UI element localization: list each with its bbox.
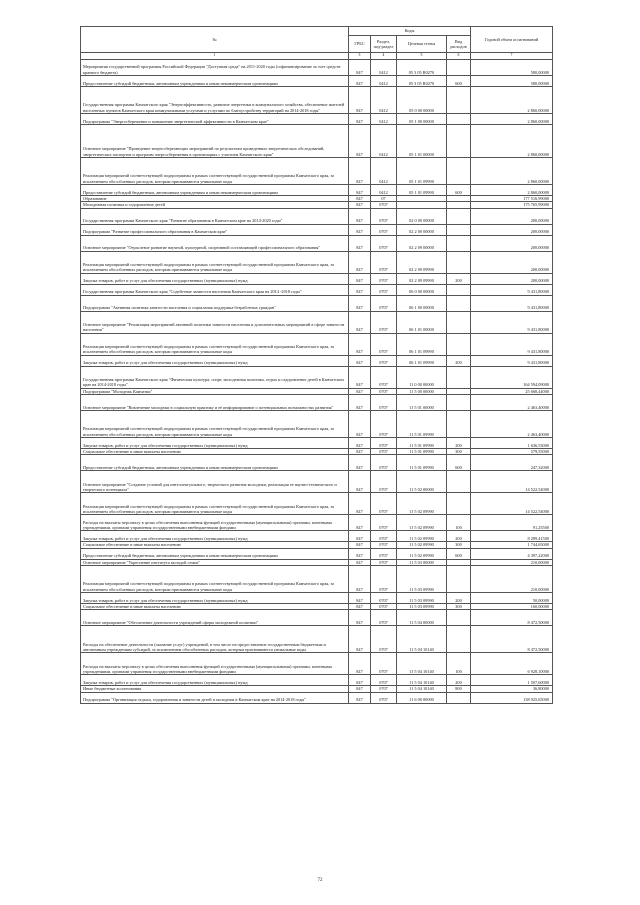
row-section: 0707 xyxy=(371,311,397,333)
row-section: 0707 xyxy=(371,515,397,531)
row-amount: 25 668,44000 xyxy=(471,388,553,394)
row-name: Закупка товаров, работ и услуг для обеспечения государственных (муниципальных) нужд xyxy=(81,531,349,542)
row-amount: 1 744,65000 xyxy=(471,542,553,548)
row-amount: 2 860,00000 xyxy=(471,114,553,125)
row-target: 11 5 02 09990 xyxy=(397,531,447,542)
row-name: Государственная программа Камчатского края "Физическая культура, спорт, молодежная политика, отдых и оздоровление детей в Камчатском крае на 2014-2018 годы" xyxy=(81,366,349,388)
row-section: 0412 xyxy=(371,125,397,158)
row-name: Предоставление субсидий бюджетным, автономным учреждениям и иным некоммерческим организациям xyxy=(81,76,349,87)
row-amount: 210,00000 xyxy=(471,559,553,565)
row-grbs: 847 xyxy=(349,284,371,295)
row-name: Государственная программа Камчатского края "Содействие занятости населения Камчатского края на 2014 -2018 годы" xyxy=(81,284,349,295)
col-number: 4 xyxy=(371,53,397,60)
col-header-exp-type: Вид расходов xyxy=(447,36,471,53)
row-grbs: 847 xyxy=(349,449,371,455)
col-number: 1 xyxy=(81,53,349,60)
row-grbs: 847 xyxy=(349,686,371,692)
row-exp-type: 800 xyxy=(447,686,471,692)
row-target: 11 5 04 10140 xyxy=(397,675,447,686)
row-amount: 200,00000 xyxy=(471,208,553,224)
row-target: 02 0 00 00000 xyxy=(397,208,447,224)
row-grbs: 847 xyxy=(349,366,371,388)
row-amount: 247,32000 xyxy=(471,455,553,471)
table-row xyxy=(81,114,553,125)
row-section: 0707 xyxy=(371,471,397,493)
row-amount: 91,25500 xyxy=(471,515,553,531)
row-name: Подпрограмма "Организация отдыха, оздоровления и занятости детей и молодежи в Камчатском крае на 2014-2018 годы" xyxy=(81,692,349,703)
row-exp-type: 300 xyxy=(447,449,471,455)
row-target: 11 0 00 00000 xyxy=(397,366,447,388)
row-exp-type: 600 xyxy=(447,76,471,87)
col-header-annual: Годовой объем ассигнований xyxy=(471,27,553,53)
row-exp-type: 600 xyxy=(447,548,471,559)
col-header-section: Раздел, под-раздел xyxy=(371,36,397,53)
row-grbs: 847 xyxy=(349,76,371,87)
row-amount: 8 472,50000 xyxy=(471,626,553,653)
row-name: Закупка товаров, работ и услуг для обеспечения государственных (муниципальных) нужд xyxy=(81,675,349,686)
row-section: 0707 xyxy=(371,653,397,675)
row-section: 0707 xyxy=(371,333,397,355)
table-row xyxy=(81,224,553,235)
row-name: Образование xyxy=(81,196,349,202)
row-exp-type xyxy=(447,125,471,158)
table-row xyxy=(81,593,553,604)
row-amount: 14 522,54000 xyxy=(471,493,553,515)
row-target: 05 1 00 00000 xyxy=(397,114,447,125)
row-grbs: 847 xyxy=(349,493,371,515)
row-exp-type: 200 xyxy=(447,675,471,686)
row-grbs: 847 xyxy=(349,566,371,593)
row-amount: 1 636,53000 xyxy=(471,438,553,449)
row-section: 0707 xyxy=(371,493,397,515)
row-target: 11 5 04 10140 xyxy=(397,626,447,653)
row-grbs: 847 xyxy=(349,438,371,449)
row-section: 0707 xyxy=(371,273,397,284)
row-name: Реализация мероприятий соответствующей подпрограммы в рамках соответствующей государственной программы Камчатского края, за исключением обособленных расходов, которым присваиваются уникальные коды xyxy=(81,158,349,185)
row-amount: 2 860,00000 xyxy=(471,158,553,185)
row-target: 11 5 03 09990 xyxy=(397,604,447,610)
col-header-target: Целевая статья xyxy=(397,36,447,53)
row-name: Закупка товаров, работ и услуг для обеспечения государственных (муниципальных) нужд xyxy=(81,438,349,449)
row-target: 05 3 05 R0270 xyxy=(397,60,447,76)
row-grbs: 847 xyxy=(349,692,371,703)
row-amount: 2 860,00000 xyxy=(471,185,553,196)
col-number: 6 xyxy=(447,53,471,60)
row-name: Основное мероприятие "Укрепление института молодой семьи" xyxy=(81,559,349,565)
row-name: Молодежная политика и оздоровление детей xyxy=(81,202,349,208)
row-name: Подпрограмма "Развитие профессионального образования в Камчатском крае" xyxy=(81,224,349,235)
row-grbs: 847 xyxy=(349,158,371,185)
row-amount: 9 431,80000 xyxy=(471,295,553,311)
row-target: 05 3 05 R0270 xyxy=(397,76,447,87)
table-row xyxy=(81,610,553,626)
table-row xyxy=(81,185,553,196)
row-name: Основное мероприятие "Обеспечение деятельности учреждений сферы молодежной политики" xyxy=(81,610,349,626)
row-grbs: 847 xyxy=(349,333,371,355)
row-name: Основное мероприятие "Создание условий для интеллектуального, творческого развития молодежи, реализация ее научно-технического и творческого потенциала" xyxy=(81,471,349,493)
row-amount: 160,00000 xyxy=(471,604,553,610)
row-section: 0707 xyxy=(371,531,397,542)
table-row xyxy=(81,333,553,355)
row-section: 0707 xyxy=(371,610,397,626)
table-row xyxy=(81,76,553,87)
row-amount: 36,80000 xyxy=(471,686,553,692)
row-amount: 210,00000 xyxy=(471,566,553,593)
row-grbs: 847 xyxy=(349,60,371,76)
row-exp-type: 200 xyxy=(447,355,471,366)
table-row xyxy=(81,566,553,593)
table-row xyxy=(81,493,553,515)
row-target: 11 5 04 10140 xyxy=(397,653,447,675)
row-amount: 580,00000 xyxy=(471,60,553,76)
row-grbs: 847 xyxy=(349,515,371,531)
row-name: Социальное обеспечение и иные выплаты населению xyxy=(81,604,349,610)
row-exp-type: 200 xyxy=(447,531,471,542)
row-grbs: 847 xyxy=(349,295,371,311)
row-section: 0707 xyxy=(371,604,397,610)
row-target: 06 1 01 09990 xyxy=(397,333,447,355)
row-name: Предоставление субсидий бюджетным, автономным учреждениям и иным некоммерческим организациям xyxy=(81,455,349,471)
row-grbs: 847 xyxy=(349,235,371,251)
row-amount: 580,00000 xyxy=(471,76,553,87)
table-row xyxy=(81,125,553,158)
row-amount: 579,55000 xyxy=(471,449,553,455)
table-row xyxy=(81,284,553,295)
row-amount: 4 397,22000 xyxy=(471,548,553,559)
row-grbs: 847 xyxy=(349,411,371,438)
row-grbs: 847 xyxy=(349,455,371,471)
row-name: Закупка товаров, работ и услуг для обеспечения государственных (муниципальных) нужд xyxy=(81,593,349,604)
col-number: 7 xyxy=(471,53,553,60)
row-grbs: 847 xyxy=(349,542,371,548)
row-target: 06 1 01 00000 xyxy=(397,311,447,333)
row-target: 02 2 09 09990 xyxy=(397,251,447,273)
row-exp-type: 200 xyxy=(447,438,471,449)
row-exp-type xyxy=(447,158,471,185)
row-section: 0707 xyxy=(371,692,397,703)
row-amount: 2 463,40000 xyxy=(471,395,553,411)
row-exp-type: 200 xyxy=(447,593,471,604)
row-exp-type xyxy=(447,114,471,125)
row-amount: 50,00000 xyxy=(471,593,553,604)
row-target: 11 5 01 09990 xyxy=(397,411,447,438)
row-grbs: 847 xyxy=(349,593,371,604)
row-name: Основное мероприятие "Проведение энергосберегающих мероприятий по результатам проведенных энергетических обследований, энергетических паспортов и программ энергосбережения в организациях с участием Камчатского края" xyxy=(81,125,349,158)
row-target: 11 5 01 09990 xyxy=(397,455,447,471)
row-grbs: 847 xyxy=(349,202,371,208)
row-grbs: 847 xyxy=(349,471,371,493)
row-grbs: 847 xyxy=(349,675,371,686)
row-exp-type xyxy=(447,493,471,515)
col-number: 3 xyxy=(349,53,371,60)
row-section: 0707 xyxy=(371,208,397,224)
row-section: 0412 xyxy=(371,60,397,76)
row-section: 0707 xyxy=(371,284,397,295)
table-row xyxy=(81,411,553,438)
row-amount: 200,00000 xyxy=(471,235,553,251)
row-target: 11 5 01 09990 xyxy=(397,449,447,455)
row-name: Реализация мероприятий соответствующей подпрограммы в рамках соответствующей государственной программы Камчатского края, за исключением обособленных расходов, которым присваиваются уникальные коды xyxy=(81,251,349,273)
row-name: Расходы на выплаты персоналу в целях обеспечения выполнения функций государственными (муниципальными) органами, казенными учреждениями, органами управления государственными внебюджетными фондами xyxy=(81,653,349,675)
row-exp-type xyxy=(447,295,471,311)
row-section: 0412 xyxy=(371,114,397,125)
row-name: Закупка товаров, работ и услуг для обеспечения государственных (муниципальных) нужд xyxy=(81,273,349,284)
row-exp-type xyxy=(447,284,471,295)
row-name: Расходы на обеспечение деятельности (оказание услуг) учреждений, в том числе на предоставление государственным бюджетным и автономным учреждениям субсидий, за исключением обособленных расходов, которым присваиваются уникальные коды xyxy=(81,626,349,653)
row-section: 0707 xyxy=(371,593,397,604)
row-target: 11 5 02 09990 xyxy=(397,548,447,559)
row-exp-type: 200 xyxy=(447,273,471,284)
col-header-number: № xyxy=(81,27,349,53)
table-row xyxy=(81,438,553,449)
table-row xyxy=(81,626,553,653)
col-header-grbs: ГРБС xyxy=(349,36,371,53)
row-name: Государственная программа Камчатского края "Энергоэффективность, развитие энергетики и коммунального хозяйства, обеспечение жителей населенных пунктов Камчатского края коммунальными услугами и услугами по благоустройству территорий на 2014-2018 годы" xyxy=(81,87,349,114)
table-row xyxy=(81,395,553,411)
row-grbs: 847 xyxy=(349,311,371,333)
row-exp-type xyxy=(447,626,471,653)
row-target: 06 1 00 00000 xyxy=(397,295,447,311)
table-row xyxy=(81,471,553,493)
row-amount: 9 431,80000 xyxy=(471,355,553,366)
row-grbs: 847 xyxy=(349,251,371,273)
row-amount: 177 516,99000 xyxy=(471,196,553,202)
table-row xyxy=(81,87,553,114)
row-grbs: 847 xyxy=(349,185,371,196)
row-amount: 200,00000 xyxy=(471,251,553,273)
row-exp-type xyxy=(447,311,471,333)
row-section: 0707 xyxy=(371,395,397,411)
row-name: Предоставление субсидий бюджетным, автономным учреждениям и иным некоммерческим организациям xyxy=(81,185,349,196)
row-amount: 8 289,41500 xyxy=(471,531,553,542)
row-name: Иные бюджетные ассигнования xyxy=(81,686,349,692)
col-number-row xyxy=(81,53,553,60)
row-exp-type xyxy=(447,224,471,235)
row-exp-type xyxy=(447,692,471,703)
row-section: 0707 xyxy=(371,449,397,455)
budget-table xyxy=(80,26,553,704)
table-row xyxy=(81,366,553,388)
row-amount: 200,00000 xyxy=(471,224,553,235)
row-exp-type: 600 xyxy=(447,455,471,471)
row-target: 11 5 03 09990 xyxy=(397,593,447,604)
row-amount: 9 431,80000 xyxy=(471,333,553,355)
row-name: Подпрограмма "Молодежь Камчатки" xyxy=(81,388,349,394)
row-target: 06 0 00 00000 xyxy=(397,284,447,295)
row-name: Реализация мероприятий соответствующей подпрограммы в рамках соответствующей государственной программы Камчатского края, за исключением обособленных расходов, которым присваиваются уникальные коды xyxy=(81,333,349,355)
row-section: 0707 xyxy=(371,548,397,559)
row-amount: 138 925,65000 xyxy=(471,692,553,703)
row-section: 07 xyxy=(371,196,397,202)
budget-document xyxy=(80,26,552,704)
table-row xyxy=(81,295,553,311)
row-section: 0707 xyxy=(371,455,397,471)
row-section: 0707 xyxy=(371,686,397,692)
row-name: Закупка товаров, работ и услуг для обеспечения государственных (муниципальных) нужд xyxy=(81,355,349,366)
row-section: 0707 xyxy=(371,388,397,394)
row-amount: 175 765,99000 xyxy=(471,202,553,208)
row-grbs: 847 xyxy=(349,114,371,125)
row-name: Государственная программа Камчатского края "Развитие образования в Камчатском крае на 2014-2020 годы" xyxy=(81,208,349,224)
row-target: 05 1 01 00000 xyxy=(397,125,447,158)
row-target: 05 0 00 00000 xyxy=(397,87,447,114)
row-target: 02 2 00 00000 xyxy=(397,224,447,235)
table-row xyxy=(81,208,553,224)
table-row xyxy=(81,60,553,76)
row-target: 11 6 00 00000 xyxy=(397,692,447,703)
row-name: Подпрограмма "Энергосбережение и повышение энергетической эффективности в Камчатском крае" xyxy=(81,114,349,125)
row-exp-type xyxy=(447,60,471,76)
row-amount: 6 928,10000 xyxy=(471,653,553,675)
row-exp-type: 100 xyxy=(447,653,471,675)
row-name: Расходы на выплаты персоналу в целях обеспечения выполнения функций государственными (муниципальными) органами, казенными учреждениями, органами управления государственными внебюджетными фондами xyxy=(81,515,349,531)
row-grbs: 847 xyxy=(349,355,371,366)
row-name: Основное мероприятие "Реализация мероприятий активной политики занятости населения и дополнительных мероприятий в сфере занятости населения" xyxy=(81,311,349,333)
row-exp-type xyxy=(447,208,471,224)
row-target: 06 1 01 09990 xyxy=(397,355,447,366)
row-section: 0707 xyxy=(371,566,397,593)
row-exp-type: 300 xyxy=(447,542,471,548)
row-exp-type xyxy=(447,471,471,493)
col-number: 5 xyxy=(397,53,447,60)
row-exp-type xyxy=(447,235,471,251)
row-target: 11 5 02 09990 xyxy=(397,542,447,548)
table-row xyxy=(81,653,553,675)
row-section: 0707 xyxy=(371,355,397,366)
row-grbs: 847 xyxy=(349,196,371,202)
row-grbs: 847 xyxy=(349,395,371,411)
row-name: Основное мероприятие "Вовлечение молодежи в социальную практику и её информирование о потенциальных возможностях развития" xyxy=(81,395,349,411)
row-target: 11 5 03 00000 xyxy=(397,559,447,565)
row-section: 0707 xyxy=(371,411,397,438)
row-section: 0707 xyxy=(371,251,397,273)
row-name: Подпрограмма "Активная политика занятости населения и социальная поддержка безработных граждан" xyxy=(81,295,349,311)
row-exp-type xyxy=(447,333,471,355)
row-amount: 9 431,80000 xyxy=(471,311,553,333)
table-row xyxy=(81,455,553,471)
row-grbs: 847 xyxy=(349,559,371,565)
row-grbs: 847 xyxy=(349,125,371,158)
row-grbs: 847 xyxy=(349,224,371,235)
row-grbs: 847 xyxy=(349,87,371,114)
row-target: 11 5 04 10140 xyxy=(397,686,447,692)
budget-rows xyxy=(81,60,553,704)
row-name: Основное мероприятие "Отраслевое развитие научной, культурной, спортивной составляющей профессионального образования" xyxy=(81,235,349,251)
row-section: 0707 xyxy=(371,295,397,311)
table-row xyxy=(81,515,553,531)
table-row xyxy=(81,251,553,273)
row-section: 0707 xyxy=(371,366,397,388)
row-section: 0707 xyxy=(371,675,397,686)
row-section: 0707 xyxy=(371,626,397,653)
row-amount: 200,00000 xyxy=(471,273,553,284)
row-exp-type xyxy=(447,395,471,411)
row-grbs: 847 xyxy=(349,604,371,610)
row-section: 0707 xyxy=(371,542,397,548)
row-amount: 14 522,54000 xyxy=(471,471,553,493)
row-grbs: 847 xyxy=(349,548,371,559)
row-target: 11 5 00 00000 xyxy=(397,388,447,394)
row-section: 0707 xyxy=(371,224,397,235)
row-exp-type xyxy=(447,610,471,626)
row-grbs: 847 xyxy=(349,610,371,626)
row-section: 0707 xyxy=(371,559,397,565)
table-row xyxy=(81,675,553,686)
row-grbs: 847 xyxy=(349,388,371,394)
row-grbs: 847 xyxy=(349,273,371,284)
row-name: Реализация мероприятий соответствующей подпрограммы в рамках соответствующей государственной программы Камчатского края, за исключением обособленных расходов, которым присваиваются уникальные коды xyxy=(81,411,349,438)
row-grbs: 847 xyxy=(349,626,371,653)
table-row xyxy=(81,311,553,333)
row-amount: 2 860,00000 xyxy=(471,87,553,114)
row-amount: 164 594,09000 xyxy=(471,366,553,388)
row-amount: 8 472,50000 xyxy=(471,610,553,626)
row-target: 11 5 02 00000 xyxy=(397,471,447,493)
row-grbs: 847 xyxy=(349,531,371,542)
page-number: 72 xyxy=(317,878,323,883)
row-exp-type xyxy=(447,251,471,273)
table-row xyxy=(81,692,553,703)
row-exp-type: 100 xyxy=(447,515,471,531)
row-exp-type: 300 xyxy=(447,604,471,610)
row-grbs: 847 xyxy=(349,208,371,224)
table-row xyxy=(81,158,553,185)
row-exp-type xyxy=(447,566,471,593)
row-target: 02 2 09 09990 xyxy=(397,273,447,284)
row-target: 05 1 01 09990 xyxy=(397,185,447,196)
row-target: 11 5 02 09990 xyxy=(397,515,447,531)
row-name: Реализация мероприятий соответствующей подпрограммы в рамках соответствующей государственной программы Камчатского края, за исключением обособленных расходов, которым присваиваются уникальные коды xyxy=(81,566,349,593)
row-amount: 9 431,80000 xyxy=(471,284,553,295)
row-target: 11 5 01 09990 xyxy=(397,438,447,449)
row-section: 0707 xyxy=(371,202,397,208)
row-amount: 2 860,00000 xyxy=(471,125,553,158)
row-name: Реализация мероприятий соответствующей подпрограммы в рамках соответствующей государственной программы Камчатского края, за исключением обособленных расходов, которым присваиваются уникальные коды xyxy=(81,493,349,515)
row-section: 0412 xyxy=(371,158,397,185)
row-target: 11 5 03 09990 xyxy=(397,566,447,593)
row-section: 0412 xyxy=(371,76,397,87)
table-row xyxy=(81,355,553,366)
row-exp-type xyxy=(447,87,471,114)
table-row xyxy=(81,548,553,559)
row-target: 02 2 09 00000 xyxy=(397,235,447,251)
row-section: 0707 xyxy=(371,235,397,251)
row-name: Предоставление субсидий бюджетным, автономным учреждениям и иным некоммерческим организациям xyxy=(81,548,349,559)
row-target: 11 5 02 09990 xyxy=(397,493,447,515)
row-exp-type: 600 xyxy=(447,185,471,196)
table-row xyxy=(81,531,553,542)
row-name: Мероприятия государственной программы Российской Федерации "Доступная среда" на 2011-2020 годы (софинансирование за счет средств краевого бюджета) xyxy=(81,60,349,76)
row-amount: 2 463,40000 xyxy=(471,411,553,438)
row-exp-type xyxy=(447,411,471,438)
row-name: Социальное обеспечение и иные выплаты населению xyxy=(81,542,349,548)
row-section: 0707 xyxy=(371,438,397,449)
row-section: 0412 xyxy=(371,87,397,114)
row-grbs: 847 xyxy=(349,653,371,675)
table-row xyxy=(81,273,553,284)
row-target: 11 5 04 00000 xyxy=(397,610,447,626)
row-name: Социальное обеспечение и иные выплаты населению xyxy=(81,449,349,455)
row-target: 05 1 01 09990 xyxy=(397,158,447,185)
table-row xyxy=(81,235,553,251)
row-target: 11 5 01 00000 xyxy=(397,395,447,411)
col-header-codes: Коды xyxy=(349,27,471,36)
row-exp-type xyxy=(447,366,471,388)
row-amount: 1 507,60000 xyxy=(471,675,553,686)
row-section: 0412 xyxy=(371,185,397,196)
